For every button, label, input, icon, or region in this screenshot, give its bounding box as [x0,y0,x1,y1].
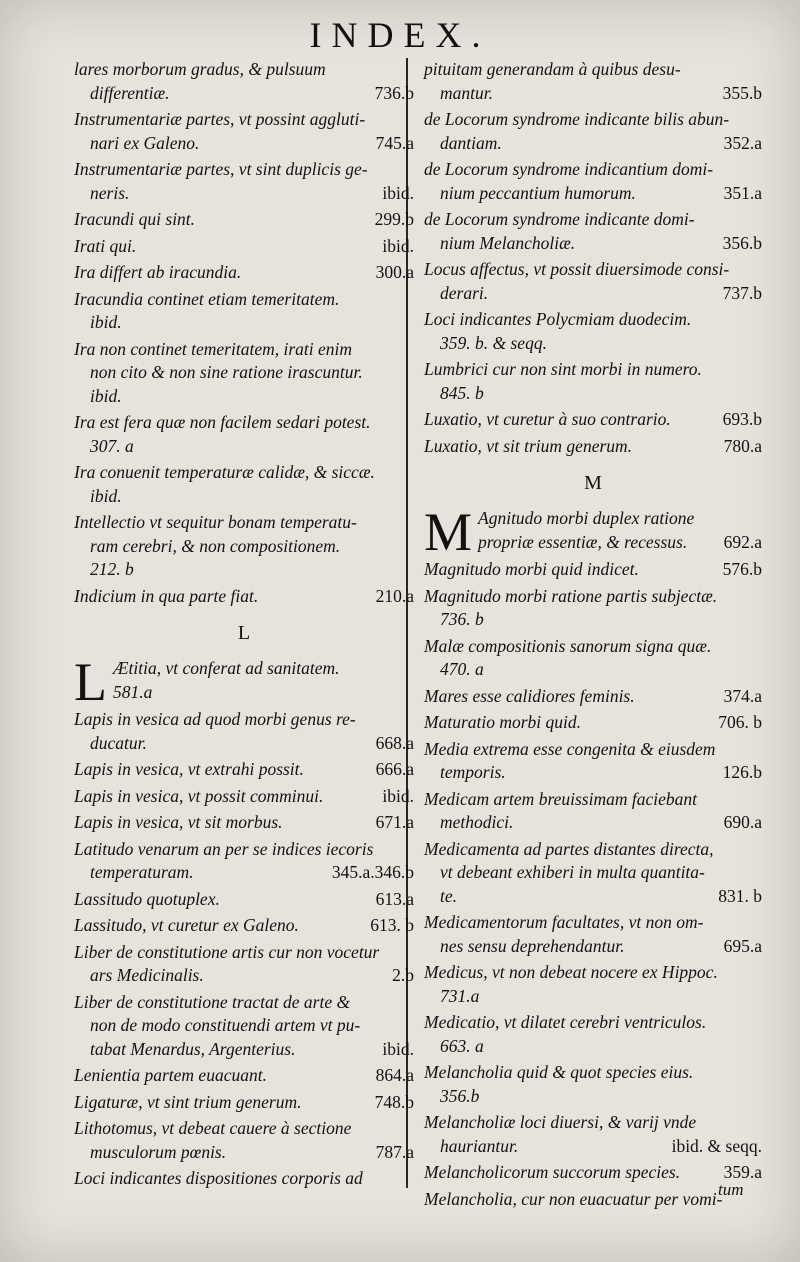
index-entry [74,708,414,755]
page-reference: 671.a [375,812,414,832]
entry-text: vt debeant exhiberi in multa quantita- [440,862,705,882]
page-reference: 737.b [722,282,762,303]
entry-text: derari. [440,282,489,303]
index-entry [74,941,414,988]
page-reference: 780.a [723,435,762,456]
index-entry [424,58,762,105]
entry-line [74,941,414,965]
index-entry [74,511,414,582]
entry-line [74,261,414,285]
entry-line [74,888,414,912]
entry-line [74,485,414,509]
page-reference: 787.a [375,1141,414,1162]
entry-line [424,685,762,709]
index-entry [424,838,762,909]
entry-text: de Locorum syndrome indicantium domi- [424,159,714,179]
index-entry [74,758,414,782]
page-reference: 613. b [370,915,414,935]
section-heading-l: L [237,622,251,644]
entry-line [424,435,762,459]
entry-text: Medicamenta ad partes distantes directa, [424,838,714,859]
entry-text: Lassitudo, vt curetur ex Galeno. [74,915,299,935]
entry-text: Lithotomus, vt debeat cauere à sectione [74,1118,352,1138]
index-entry [424,558,762,582]
entry-text: Ira non continet temeritatem, irati enim [74,338,353,359]
entry-line [74,1117,414,1141]
entry-line: Agnitudo morbi duplex ratione [478,508,695,528]
entry-text: ducatur. [90,732,147,753]
entry-line [74,435,414,459]
page-reference: 693.b [722,409,762,429]
entry-line [424,961,762,985]
entry-line [424,232,762,256]
entry-line [424,935,762,959]
index-entry [74,1167,414,1191]
index-entry [74,288,414,335]
catchword: tum [718,1180,744,1199]
entry-text: Melancholiæ loci diuersi, & varij vnde [424,1112,697,1132]
index-entry [424,358,762,405]
entry-line [424,738,762,762]
entry-line [74,732,414,756]
entry-text: Melancholicorum succorum species. [424,1162,681,1182]
entry-line [74,1014,414,1038]
entry-text: Medicus, vt non debeat nocere ex Hippoc. [424,962,718,982]
page-reference: 736.b [374,82,414,103]
entry-line [424,208,762,232]
page-reference: 668.a [375,732,414,753]
page-reference: 351.a [723,182,762,203]
entry-line [74,535,414,559]
entry-text: temporis. [440,762,506,782]
entry-text: 845. b [440,382,484,403]
entry-text: ibid. [90,485,122,506]
index-entry [424,711,762,735]
entry-text: te. [440,885,458,906]
entry-line [424,838,762,862]
index-entry [424,911,762,958]
entry-text: 307. a [90,435,134,456]
index-entry [74,58,414,105]
entry-text: Liber de constitutione artis cur non vocetur [74,941,380,962]
entry-text: tabat Menardus, Argenterius. [90,1038,296,1059]
page-reference: 613.a [375,888,414,909]
entry-line [74,311,414,335]
page-reference: 831. b [718,885,762,906]
entry-text: Lassitudo quotuplex. [74,888,220,909]
right-column [424,58,762,1214]
index-entry [74,838,414,885]
entry-line [424,308,762,332]
entry-text: pituitam generandam à quibus desu- [424,59,681,79]
index-entry [74,785,414,809]
entry-text: Medicam artem breuissimam faciebant [424,788,697,809]
index-entry [74,811,414,835]
index-entry [74,991,414,1062]
index-entry [424,408,762,432]
index-entry [424,158,762,205]
entry-line [74,235,414,259]
index-entry [424,435,762,459]
entry-line [424,635,762,659]
entry-text: musculorum pœnis. [90,1141,227,1162]
page-reference: 706. b [718,712,762,732]
entry-line [74,288,414,312]
entry-line [74,58,414,82]
entry-line [424,788,762,812]
entry-line [74,708,414,732]
entry-text: Luxatio, vt curetur à suo contrario. [424,409,671,429]
page-reference: ibid. & seqq. [671,1135,762,1156]
dropcap-entry-l [74,652,414,712]
entry-text: Instrumentariæ partes, vt possint aggluti- [74,109,366,129]
entry-line [424,158,762,182]
index-entry [424,258,762,305]
index-entry [424,635,762,682]
entry-text: Latitudo venarum an per se indices iecoris [74,838,374,859]
entry-line [74,914,414,938]
page-reference: 748.b [374,1091,414,1112]
entry-line [424,1061,762,1085]
entry-line [424,985,762,1009]
page-reference: 210.a [375,585,414,606]
entry-line [424,332,762,356]
entry-line [424,1011,762,1035]
dropcap-entry-m [424,502,762,562]
entry-text: ram cerebri, & non compositionem. [90,535,341,556]
page-reference: ibid. [382,1038,414,1059]
entry-text: Melancholia quid & quot species eius. [424,1062,694,1082]
index-entry [424,961,762,1008]
left-column [74,58,414,1194]
entry-line [424,182,762,206]
entry-text: Lapis in vesica, vt extrahi possit. [74,759,304,779]
page-title: INDEX. [309,15,491,55]
index-entry [74,1064,414,1088]
left-entries-i [74,58,414,608]
entry-text: Lapis in vesica, vt sit morbus. [74,812,283,832]
entry-text: 736. b [440,609,484,629]
entry-line [424,1161,762,1185]
entry-text: ars Medicinalis. [90,965,204,985]
dropcap-letter: L [74,652,107,712]
entry-line [74,511,414,535]
index-entry [74,914,414,938]
page-reference: ibid. [382,182,414,203]
page-reference: 126.b [722,762,762,782]
entry-line [424,408,762,432]
entry-text: nes sensu deprehendantur. [440,935,625,956]
entry-line [424,711,762,735]
page-reference: 692.a [723,531,762,552]
entry-line [74,182,414,206]
entry-text: Medicamentorum facultates, vt non om- [424,912,704,932]
entry-line [424,132,762,156]
entry-text: Instrumentariæ partes, vt sint duplicis ge- [74,159,368,179]
index-entry [424,1161,762,1185]
entry-line [424,911,762,935]
entry-line [74,361,414,385]
entry-text: Intellectio vt sequitur bonam temperatu- [74,512,357,532]
left-entries-l [74,708,414,1191]
page-reference: 864.a [375,1065,414,1085]
index-entry [74,108,414,155]
entry-line [424,82,762,106]
entry-text: Luxatio, vt sit trium generum. [424,435,633,456]
entry-line [74,208,414,232]
entry-line [424,811,762,835]
entry-line [74,158,414,182]
page-reference: 300.a [375,262,414,282]
entry-text: Irati qui. [74,235,137,256]
entry-text: Medicatio, vt dilatet cerebri ventriculos. [424,1012,707,1032]
entry-text: lares morborum gradus, & pulsuum [74,59,326,79]
entry-line [74,585,414,609]
entry-line [424,1035,762,1059]
entry-line [74,758,414,782]
index-entry [424,308,762,355]
index-entry [74,1117,414,1164]
index-entry [74,158,414,205]
entry-line [74,558,414,582]
entry-text: Lumbrici cur non sint morbi in numero. [424,359,702,379]
entry-line [74,338,414,362]
entry-text: Mares esse calidiores feminis. [424,685,635,706]
index-entry [424,208,762,255]
entry-text: 356.b [440,1085,480,1106]
entry-text: Ira conuenit temperaturæ calidæ, & siccæ. [74,462,375,482]
entry-text: nari ex Galeno. [90,132,200,153]
entry-text: Loci indicantes Polycmiam duodecim. [424,309,692,329]
entry-line [74,461,414,485]
entry-text: Indicium in qua parte fiat. [74,585,259,606]
entry-text: Media extrema esse congenita & eiusdem [424,738,716,759]
entry-line [74,964,414,988]
entry-line [74,411,414,435]
entry-line [74,1064,414,1088]
page-reference: 345.a.346.b [331,862,414,882]
entry-line [424,585,762,609]
index-entry [74,208,414,232]
entry-line [424,382,762,406]
entry-text: Ligaturæ, vt sint trium generum. [74,1091,302,1112]
index-entry [424,108,762,155]
index-entry [424,585,762,632]
entry-line [74,1091,414,1115]
entry-text: Iracundi qui sint. [74,209,196,229]
index-entry [424,738,762,785]
entry-text: differentiæ. [90,82,170,103]
entry-text: Ira differt ab iracundia. [74,262,242,282]
index-entry [74,1091,414,1115]
entry-text: Loci indicantes dispositiones corporis ad [74,1168,363,1188]
entry-text: Malæ compositionis sanorum signa quæ. [424,635,712,656]
entry-text: Locus affectus, vt possit diuersimode consi- [424,259,730,279]
page-reference: 2.b [392,965,414,985]
entry-text: temperaturam. [90,862,194,882]
page-reference: ibid. [382,235,414,256]
entry-line [424,1188,762,1212]
entry-line [424,1111,762,1135]
dropcap-letter: M [424,502,473,562]
entry-text: non cito & non sine ratione irascuntur. [90,362,363,382]
entry-text: Lapis in vesica, vt possit comminui. [74,785,324,806]
entry-line [424,258,762,282]
entry-text: Maturatio morbi quid. [424,712,582,732]
right-entries-m [424,558,762,1211]
entry-line [424,108,762,132]
index-entry [74,585,414,609]
entry-line [424,658,762,682]
entry-line [424,358,762,382]
index-entry [424,685,762,709]
entry-line [74,785,414,809]
index-entry [74,261,414,285]
entry-line: Ætitia, vt conferat ad sanitatem. [113,658,340,678]
index-entry [74,338,414,409]
entry-text: nium Melancholiæ. [440,232,576,253]
entry-text: 212. b [90,559,134,579]
page-reference: 576.b [722,559,762,579]
index-entry [424,788,762,835]
index-entry [74,888,414,912]
page-reference: 356.b [722,232,762,253]
entry-text: Iracundia continet etiam temeritatem. [74,288,340,309]
entry-line [74,811,414,835]
section-heading-m: M [584,472,602,494]
page-reference: 745.a [375,132,414,153]
entry-line [424,558,762,582]
page-reference: 352.a [723,132,762,153]
entry-line [74,838,414,862]
entry-text: de Locorum syndrome indicante domi- [424,209,695,229]
entry-line [424,608,762,632]
entry-line [424,1085,762,1109]
entry-line [424,861,762,885]
entry-line-with-ref [478,531,762,555]
entry-text: nium peccantium humorum. [440,182,636,203]
entry-text: Melancholia, cur non euacuatur per vomi- [424,1188,723,1209]
entry-text: neris. [90,182,130,203]
entry-text: Lapis in vesica ad quod morbi genus re- [74,709,356,729]
entry-text: methodici. [440,812,514,832]
index-entry [74,411,414,458]
entry-line [74,385,414,409]
entry-text: dantiam. [440,132,502,153]
entry-text: mantur. [440,82,493,103]
page-reference: 666.a [375,759,414,779]
entry-text: 359. b. & seqq. [440,332,547,353]
entry-line [424,1135,762,1159]
index-entry [74,235,414,259]
entry-line [424,58,762,82]
entry-text: Liber de constitutione tractat de arte & [74,991,351,1012]
entry-line [74,82,414,106]
entry-line [74,1167,414,1191]
entry-line [74,1141,414,1165]
page-reference: ibid. [382,785,414,806]
right-entries-l [424,58,762,458]
page-reference: 355.b [722,82,762,103]
entry-line [74,132,414,156]
entry-text: 663. a [440,1035,484,1056]
entry-line: propriæ essentiæ, & recessus. [478,531,688,552]
index-entry [424,1188,762,1212]
page-reference: 695.a [723,935,762,956]
entry-text: hauriantur. [440,1135,519,1156]
entry-text: ibid. [90,312,122,332]
entry-line [74,108,414,132]
entry-line [424,761,762,785]
index-entry [424,1111,762,1158]
page-reference: 299.b [374,209,414,229]
entry-text: Magnitudo morbi quid indicet. [424,559,639,579]
page-reference: 359.a [723,1162,762,1182]
index-entry [74,461,414,508]
page-reference: 374.a [723,685,762,706]
entry-line: 581.a [113,681,153,702]
page-reference: 690.a [723,812,762,832]
entry-line [74,861,414,885]
entry-text: ibid. [90,385,122,406]
entry-text: Magnitudo morbi ratione partis subjectæ. [424,585,718,606]
entry-text: de Locorum syndrome indicante bilis abun- [424,109,730,129]
entry-line [424,885,762,909]
entry-line [424,282,762,306]
entry-text: 731.a [440,985,480,1006]
entry-line [74,991,414,1015]
entry-text: 470. a [440,659,484,679]
index-entry [424,1011,762,1058]
entry-text: Ira est fera quæ non facilem sedari potest. [74,412,371,432]
entry-text: non de modo constituendi artem vt pu- [90,1015,361,1035]
index-entry [424,1061,762,1108]
entry-text: Lenientia partem euacuant. [74,1065,267,1085]
entry-line [74,1038,414,1062]
